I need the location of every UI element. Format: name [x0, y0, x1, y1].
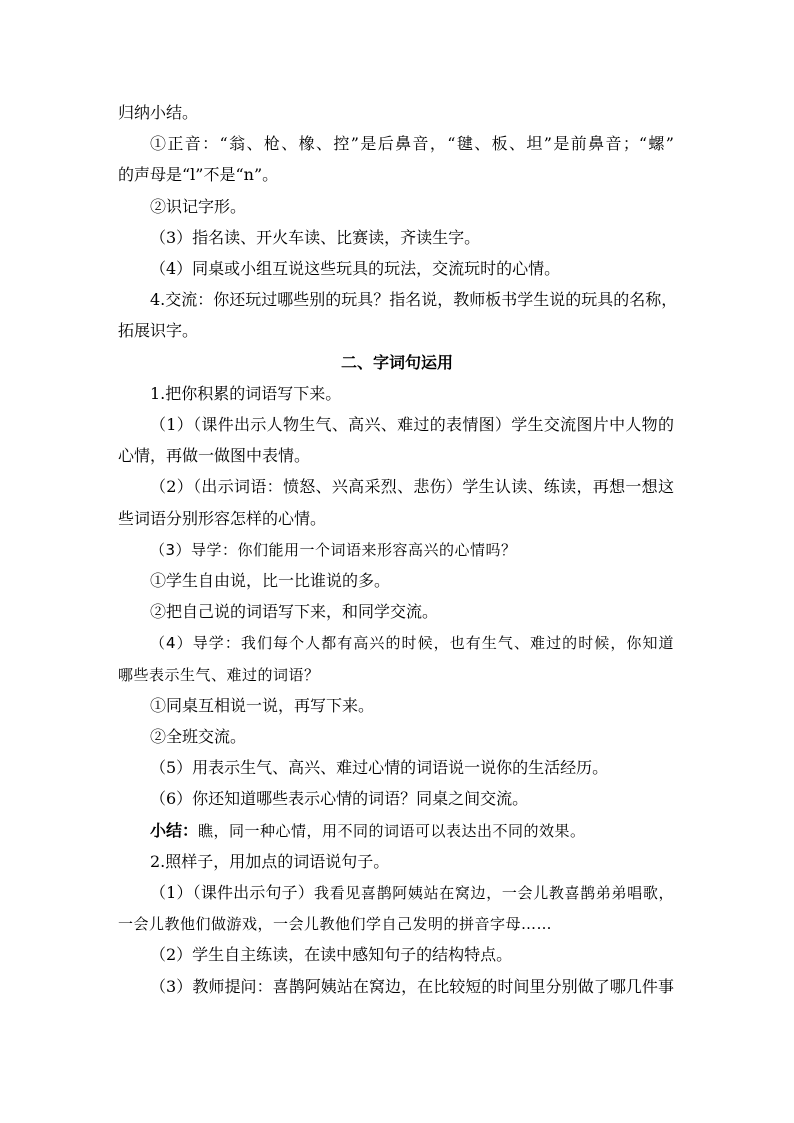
text-line: （5）用表示生气、高兴、难过心情的词语说一说你的生活经历。: [150, 758, 609, 777]
text-line: ②把自己说的词语写下来，和同学交流。: [150, 602, 439, 621]
section-heading: 二、字词句运用: [340, 353, 453, 372]
text-line: 归纳小结。: [118, 103, 199, 122]
text-line: （3）指名读、开火车读、比赛读，齐读生字。: [150, 228, 481, 247]
text-line: （2）（出示词语：愤怒、兴高采烈、悲伤）学生认读、练读，再想一想这: [150, 477, 674, 496]
text-line: ①同桌互相说一说，再写下来。: [150, 696, 375, 715]
text-line: 的声母是“l”不是“n”。: [118, 165, 279, 184]
text-line: （4）导学：我们每个人都有高兴的时候，也有生气、难过的时候，你知道: [150, 634, 674, 652]
text-line: （6）你还知道哪些表示心情的词语？同桌之间交流。: [150, 789, 529, 808]
text-line: ②全班交流。: [150, 727, 247, 746]
example-line: [150, 883, 674, 903]
summary-line: [150, 821, 586, 841]
text-line: （3）教师提问：喜鹊阿姨站在窝边，在比较短的时间里分别做了哪几件事: [150, 977, 674, 996]
text-line: ①正音：“翁、枪、橡、控”是后鼻音，“毽、板、坦”是前鼻音；“螺”: [150, 134, 674, 153]
text-line: 心情，再做一做图中表情。: [118, 446, 311, 465]
text-line: ①学生自由说，比一比谁说的多。: [150, 571, 391, 590]
text-line: 1.把你积累的词语写下来。: [150, 384, 342, 403]
text-line: （3）导学：你们能用一个词语来形容高兴的心情吗？: [150, 541, 517, 559]
text-line: ②识记字形。: [150, 197, 247, 216]
text-line: 一会儿教他们做游戏，一会儿教他们学自己发明的拼音字母……: [118, 915, 553, 933]
text-line: （2）学生自主练读，在读中感知句子的结构特点。: [150, 945, 513, 964]
text-line: （4）同桌或小组互说这些玩具的玩法，交流玩时的心情。: [150, 259, 561, 278]
text-line: 哪些表示生气、难过的词语？: [118, 666, 320, 684]
text-line: 4.交流：你还玩过哪些别的玩具？指名说，教师板书学生说的玩具的名称，: [150, 290, 678, 309]
summary-text: 瞧，同一种心情，用不同的词语可以表达出不同的效果。: [198, 822, 586, 840]
text-line: 拓展识字。: [118, 321, 199, 340]
summary-label: 小结：: [150, 821, 199, 840]
text-line: （1）（课件出示人物生气、高兴、难过的表情图）学生交流图片中人物的: [150, 415, 674, 434]
text-line: 些词语分别形容怎样的心情。: [118, 509, 327, 528]
text-line: 2.照样子，用加点的词语说句子。: [150, 852, 390, 871]
example-prefix: （1）（课件出示句子）: [150, 883, 314, 902]
example-sentence: 我看见喜鹊阿姨站在窝边，一会儿教喜鹊弟弟唱歌，: [313, 884, 674, 902]
